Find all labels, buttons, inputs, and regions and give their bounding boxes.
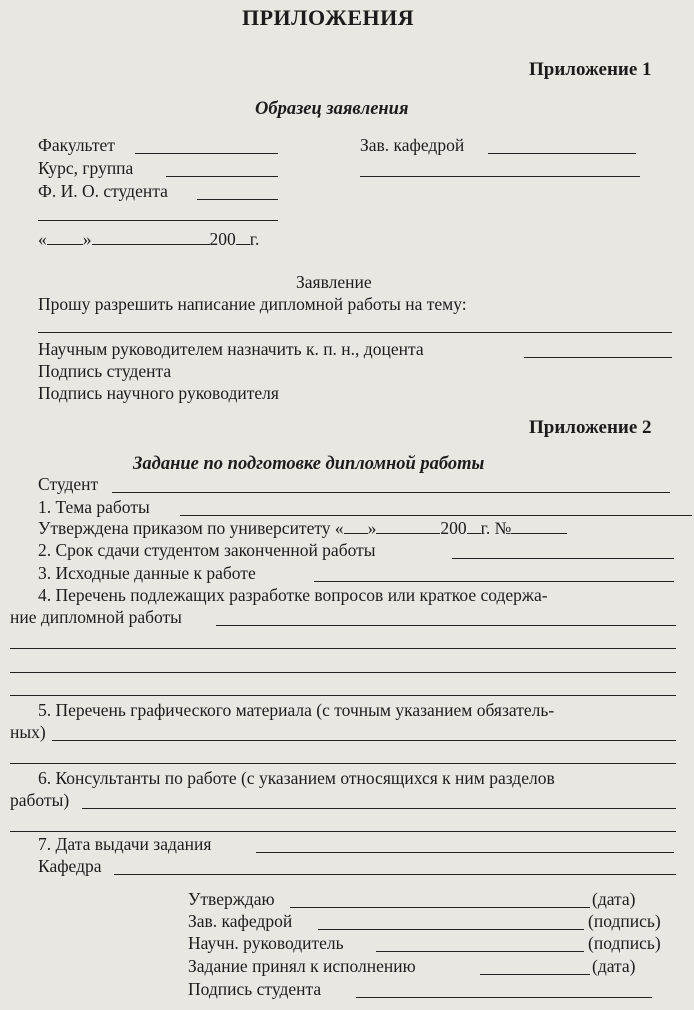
accepted-label: Задание принял к исполнению [188, 956, 416, 976]
statement-title: Заявление [296, 272, 372, 292]
course-group-field[interactable] [166, 176, 278, 177]
issue-date-field[interactable] [256, 852, 674, 853]
graphics-line-2: ных) [10, 722, 46, 742]
faculty-field[interactable] [135, 153, 278, 154]
graphics-field-2[interactable] [10, 763, 676, 764]
student-label: Студент [38, 474, 99, 494]
approve-label: Утверждаю [188, 889, 275, 909]
appendix-1-label: Приложение 1 [529, 59, 652, 80]
final-student-signature-label: Подпись студента [188, 979, 322, 999]
consultants-field[interactable] [82, 808, 676, 809]
graphics-line-1: 5. Перечень графического материала (с точным указанием обязатель- [38, 700, 555, 720]
approved-month-field[interactable] [376, 519, 440, 534]
date-line: « » 200 г. [38, 229, 260, 249]
appendix-2-label: Приложение 2 [529, 417, 652, 438]
accepted-note: (дата) [592, 956, 636, 976]
adviser-note: (подпись) [588, 933, 661, 953]
final-student-signature-field[interactable] [356, 997, 652, 998]
topic-field[interactable] [38, 332, 672, 333]
issues-field-2[interactable] [10, 648, 676, 649]
deadline-label: 2. Срок сдачи студентом законченной работы [38, 540, 376, 560]
head-of-dept-label: Зав. кафедрой [360, 135, 465, 155]
issues-field[interactable] [216, 625, 676, 626]
supervisor-label: Научным руководителем назначить к. п. н., доцента [38, 339, 424, 359]
student-field[interactable] [112, 492, 670, 493]
student-name-field-2[interactable] [38, 220, 278, 221]
date-month-field[interactable] [92, 230, 210, 245]
order-number-field[interactable] [511, 519, 567, 534]
graphics-field[interactable] [52, 740, 676, 741]
head-of-dept-field[interactable] [488, 153, 636, 154]
appendix-2-subtitle: Задание по подготовке дипломной работы [133, 454, 485, 474]
head-note: (подпись) [588, 911, 661, 931]
issues-field-3[interactable] [10, 672, 676, 673]
issue-date-label: 7. Дата выдачи задания [38, 834, 212, 854]
course-group-label: Курс, группа [38, 158, 134, 178]
head-label: Зав. кафедрой [188, 911, 293, 931]
issues-line-2: ние дипломной работы [10, 607, 182, 627]
department-field[interactable] [114, 874, 676, 875]
appendix-1-subtitle: Образец заявления [255, 99, 409, 119]
issues-field-4[interactable] [10, 695, 676, 696]
approved-line: Утверждена приказом по университету « » 200 г. № [38, 518, 567, 538]
approve-note: (дата) [592, 889, 636, 909]
source-data-field[interactable] [314, 581, 674, 582]
approved-year-field[interactable] [467, 519, 481, 534]
source-data-label: 3. Исходные данные к работе [38, 563, 256, 583]
department-label: Кафедра [38, 856, 102, 876]
issues-line-1: 4. Перечень подлежащих разработке вопросов или краткое содержа- [38, 585, 548, 605]
topic-label: 1. Тема работы [38, 497, 150, 517]
supervisor-signature-label: Подпись научного руководителя [38, 383, 279, 403]
student-signature-label: Подпись студента [38, 361, 172, 381]
approved-day-field[interactable] [344, 519, 368, 534]
head-signature-field[interactable] [318, 929, 584, 930]
page-title: ПРИЛОЖЕНИЯ [242, 5, 415, 30]
consultants-line-1: 6. Консультанты по работе (с указанием относящихся к ним разделов [38, 768, 555, 788]
deadline-field[interactable] [452, 558, 674, 559]
head-of-dept-name-field[interactable] [360, 176, 640, 177]
consultants-line-2: работы) [10, 790, 70, 810]
date-year-field[interactable] [236, 230, 250, 245]
student-name-field[interactable] [197, 199, 278, 200]
work-topic-field[interactable] [180, 515, 692, 516]
request-text: Прошу разрешить написание дипломной работы на тему: [38, 294, 467, 314]
consultants-field-2[interactable] [10, 831, 676, 832]
faculty-label: Факультет [38, 135, 115, 155]
date-day-field[interactable] [47, 230, 83, 245]
approve-field[interactable] [290, 907, 590, 908]
adviser-signature-field[interactable] [376, 951, 584, 952]
adviser-label: Научн. руководитель [188, 933, 344, 953]
supervisor-field[interactable] [524, 357, 672, 358]
student-name-label: Ф. И. О. студента [38, 181, 168, 201]
accepted-date-field[interactable] [480, 974, 590, 975]
